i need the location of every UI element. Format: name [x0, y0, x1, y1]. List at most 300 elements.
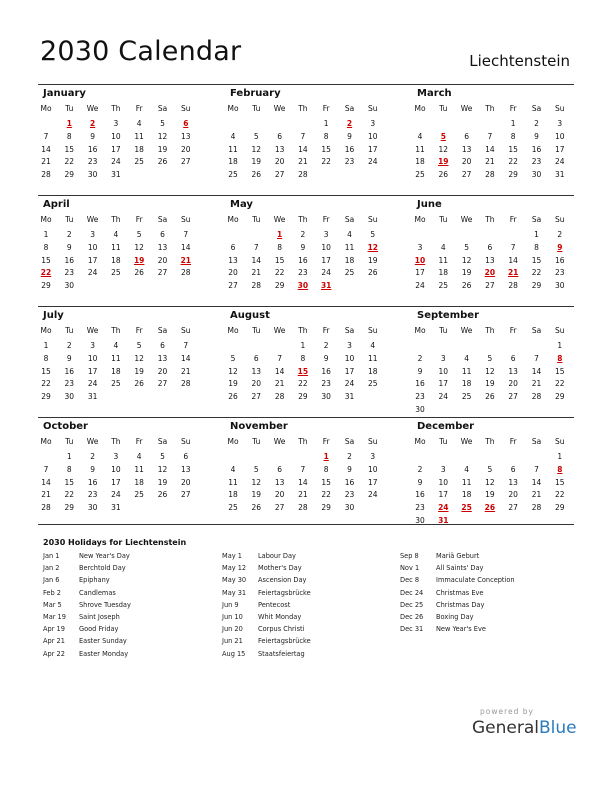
day-cell: 29: [508, 170, 518, 180]
day-cell: 28: [41, 503, 51, 513]
day-cell: 16: [531, 144, 542, 154]
day-cell: 7: [510, 242, 516, 252]
day-cell: 4: [136, 119, 142, 128]
day-cell: 20: [508, 490, 518, 500]
day-cell: 15: [41, 366, 51, 376]
weekday-label: Th: [298, 104, 308, 113]
holiday-date: Dec 31: [400, 625, 424, 634]
holiday-item: [222, 613, 402, 625]
weekday-label: Sa: [531, 437, 542, 446]
weekday-label: Fr: [322, 437, 330, 446]
day-cell: 30: [415, 516, 425, 525]
day-cell: 14: [531, 366, 542, 376]
weekday-label: We: [460, 326, 473, 335]
day-cell: 3: [417, 242, 423, 252]
day-cell: 31: [344, 392, 355, 402]
day-cell: 22: [64, 157, 75, 167]
weekday-label: Fr: [509, 104, 517, 113]
weekday-label: Mo: [227, 215, 239, 224]
day-cell: 11: [344, 242, 355, 252]
day-cell: 28: [181, 268, 191, 278]
holiday-name: Labour Day: [258, 552, 296, 560]
day-cell: 16: [555, 255, 565, 265]
day-cell: 4: [230, 131, 236, 141]
weekday-label: Tu: [65, 326, 74, 335]
holiday-name: Good Friday: [79, 625, 119, 634]
holiday-item: [43, 576, 223, 588]
day-cell: 11: [368, 353, 378, 363]
weekday-label: Th: [111, 326, 121, 335]
day-cell: 30: [415, 405, 425, 414]
day-cell: 11: [461, 477, 472, 487]
day-cell: 10: [368, 464, 378, 474]
day-cell: 21: [41, 157, 51, 167]
holidays-title: 2030 Holidays for Liechtenstein: [43, 538, 187, 547]
weekday-label: Su: [555, 326, 565, 335]
day-cell: 15: [508, 144, 518, 154]
day-cell: 17: [321, 255, 331, 265]
day-cell: 23: [344, 490, 355, 500]
day-cell: 7: [534, 353, 539, 363]
weekday-label: Tu: [65, 437, 74, 446]
day-cell: 20: [228, 268, 238, 278]
day-cell: 6: [487, 242, 493, 252]
day-cell: 6: [253, 353, 259, 363]
month-name: February: [230, 88, 281, 99]
day-cell: 3: [323, 230, 329, 239]
weekday-label: We: [273, 215, 286, 224]
day-cell: 7: [300, 131, 306, 141]
day-cell: 11: [111, 353, 121, 363]
day-cell: 3: [113, 452, 119, 461]
day-cell: 14: [485, 144, 495, 154]
day-cell: 18: [228, 157, 238, 167]
day-cell: 24: [344, 379, 355, 389]
day-cell: 21: [181, 366, 191, 376]
day-cell: 3: [370, 452, 376, 461]
day-cell: 19: [157, 144, 168, 154]
day-cell: 15: [321, 477, 331, 487]
day-cell: 8: [66, 464, 72, 474]
weekday-label: Tu: [252, 104, 261, 113]
day-cell: 12: [438, 144, 449, 154]
day-cell: 20: [274, 157, 285, 167]
month-row: [38, 195, 574, 306]
brand-general: General: [472, 718, 539, 738]
holiday-date: May 12: [222, 564, 247, 573]
generalblue-logo[interactable]: [472, 718, 577, 738]
weekday-label: Su: [368, 326, 378, 335]
day-cell: 6: [277, 464, 282, 474]
day-cell: 5: [370, 230, 376, 239]
brand-blue: Blue: [539, 718, 577, 738]
month-row: [38, 84, 574, 195]
day-cell: 18: [111, 366, 121, 376]
month-name: January: [43, 88, 86, 99]
day-cell: 2: [347, 452, 352, 461]
day-cell: 24: [111, 490, 121, 500]
day-cell: 9: [534, 131, 539, 141]
holiday-column: [400, 552, 580, 637]
holiday-date: Jun 10: [222, 612, 243, 621]
day-cell: 6: [160, 230, 165, 239]
day-cell: 14: [181, 353, 191, 363]
day-cell: 22: [531, 268, 542, 278]
day-cell: 22: [64, 490, 75, 500]
day-cell: 2: [557, 230, 563, 239]
day-cell: 5: [487, 464, 493, 474]
weekday-label: Fr: [322, 215, 330, 224]
holiday-item: [43, 601, 223, 613]
day-cell: 14: [531, 477, 542, 487]
day-cell: 25: [111, 268, 121, 278]
weekday-label: Mo: [40, 326, 52, 335]
day-cell: 28: [485, 170, 495, 180]
day-cell: 9: [347, 131, 352, 141]
day-cell: 11: [438, 255, 449, 265]
day-cell: 16: [344, 144, 355, 154]
day-cell: 24: [87, 379, 98, 389]
day-cell: 7: [183, 341, 189, 350]
day-cell: 27: [508, 392, 518, 402]
month-name: December: [417, 421, 475, 432]
day-cell: 17: [415, 268, 425, 278]
day-cell: 18: [415, 157, 425, 167]
weekday-label: Mo: [227, 326, 239, 335]
holiday-item: [400, 564, 580, 576]
holiday-date: Apr 19: [43, 625, 65, 634]
day-cell: 26: [485, 392, 495, 402]
day-cell: 16: [344, 477, 355, 487]
month-name: November: [230, 421, 288, 432]
holiday-day: 26: [484, 503, 496, 513]
day-cell: 1: [323, 119, 329, 128]
day-cell: 13: [508, 477, 518, 487]
day-cell: 5: [230, 353, 236, 363]
day-cell: 29: [274, 281, 285, 291]
day-cell: 4: [113, 341, 119, 350]
holiday-name: All Saints' Day: [436, 564, 484, 573]
day-cell: 8: [43, 353, 49, 363]
day-cell: 5: [253, 464, 259, 474]
day-cell: 22: [274, 268, 285, 278]
weekday-label: Sa: [344, 215, 355, 224]
day-cell: 26: [438, 170, 449, 180]
holiday-name: Ascension Day: [258, 576, 307, 585]
weekday-label: We: [460, 437, 473, 446]
day-cell: 29: [64, 503, 75, 513]
day-cell: 11: [134, 464, 144, 474]
holiday-item: [222, 564, 402, 576]
day-cell: 23: [87, 157, 98, 167]
day-cell: 14: [181, 242, 191, 252]
holiday-date: Dec 25: [400, 600, 424, 609]
day-cell: 27: [181, 490, 191, 500]
weekday-label: Mo: [414, 437, 426, 446]
day-cell: 30: [64, 281, 75, 291]
day-cell: 3: [347, 341, 352, 350]
day-cell: 28: [298, 503, 308, 513]
holiday-name: Epiphany: [79, 576, 110, 585]
holiday-item: [400, 613, 580, 625]
day-cell: 12: [251, 477, 262, 487]
day-cell: 8: [323, 131, 329, 141]
holiday-name: Berchtold Day: [79, 564, 126, 573]
day-cell: 15: [64, 144, 75, 154]
weekday-label: Sa: [157, 326, 168, 335]
day-cell: 13: [181, 131, 191, 141]
weekday-label: Mo: [414, 326, 426, 335]
holiday-name: Boxing Day: [436, 612, 474, 621]
weekday-label: Fr: [135, 437, 143, 446]
day-cell: 17: [555, 144, 565, 154]
holiday-item: [400, 552, 580, 564]
day-cell: 19: [157, 477, 168, 487]
holiday-item: [222, 589, 402, 601]
weekday-label: Sa: [157, 104, 168, 113]
day-cell: 9: [90, 131, 95, 141]
weekday-label: We: [273, 326, 286, 335]
day-cell: 2: [417, 464, 423, 474]
day-cell: 5: [464, 242, 469, 252]
holiday-date: Apr 21: [43, 637, 65, 646]
day-cell: 30: [87, 503, 98, 513]
day-cell: 18: [134, 477, 144, 487]
weekday-label: Su: [368, 215, 378, 224]
holiday-name: Saint Joseph: [79, 612, 120, 621]
day-cell: 4: [113, 230, 119, 239]
day-cell: 6: [277, 131, 282, 141]
weekday-label: Fr: [322, 104, 330, 113]
weekday-label: Mo: [414, 215, 426, 224]
weekday-label: Tu: [439, 215, 448, 224]
day-cell: 9: [300, 242, 306, 252]
day-cell: 12: [157, 464, 168, 474]
weekday-label: Th: [111, 104, 121, 113]
holiday-date: Jan 2: [43, 564, 60, 573]
day-cell: 23: [321, 379, 331, 389]
day-cell: 24: [438, 392, 449, 402]
day-cell: 24: [368, 490, 378, 500]
day-cell: 17: [111, 477, 121, 487]
day-cell: 11: [461, 366, 472, 376]
day-cell: 27: [508, 503, 518, 513]
weekday-label: Su: [181, 215, 191, 224]
day-cell: 6: [230, 242, 236, 252]
weekday-label: Tu: [65, 215, 74, 224]
weekday-label: We: [460, 215, 473, 224]
day-cell: 3: [440, 464, 446, 474]
weekday-label: Tu: [252, 437, 261, 446]
holiday-date: Jun 20: [222, 625, 243, 634]
day-cell: 30: [555, 281, 565, 291]
day-cell: 26: [368, 268, 378, 278]
weekday-label: Tu: [65, 104, 74, 113]
day-cell: 2: [90, 452, 95, 461]
holiday-day: 31: [320, 281, 332, 291]
holiday-item: [43, 650, 223, 662]
day-cell: 29: [298, 392, 308, 402]
day-cell: 18: [111, 255, 121, 265]
day-cell: 7: [487, 131, 493, 141]
holiday-item: [43, 589, 223, 601]
month-name: October: [43, 421, 88, 432]
day-cell: 25: [134, 490, 144, 500]
weekday-label: We: [86, 215, 99, 224]
weekday-label: We: [460, 104, 473, 113]
day-cell: 22: [555, 490, 565, 500]
weekday-label: Sa: [157, 215, 168, 224]
day-cell: 10: [555, 131, 565, 141]
weekday-label: Tu: [439, 104, 448, 113]
holiday-day: 31: [438, 516, 449, 525]
weekday-label: Fr: [509, 326, 517, 335]
day-cell: 3: [370, 119, 376, 128]
day-cell: 14: [41, 144, 51, 154]
day-cell: 21: [485, 157, 495, 167]
holiday-date: May 31: [222, 588, 247, 597]
day-cell: 21: [531, 490, 542, 500]
day-cell: 12: [134, 242, 144, 252]
weekday-label: Sa: [157, 437, 168, 446]
holiday-item: [222, 625, 402, 637]
holiday-date: Nov 1: [400, 564, 420, 573]
day-cell: 10: [87, 353, 98, 363]
day-cell: 20: [157, 366, 168, 376]
day-cell: 9: [417, 366, 423, 376]
day-cell: 10: [438, 477, 449, 487]
holiday-column: [222, 552, 402, 662]
day-cell: 20: [251, 379, 262, 389]
day-cell: 16: [298, 255, 308, 265]
holiday-name: Immaculate Conception: [436, 576, 515, 585]
day-cell: 10: [111, 464, 121, 474]
day-cell: 2: [66, 341, 72, 350]
month-name: May: [230, 199, 253, 210]
day-cell: 16: [415, 490, 425, 500]
day-cell: 15: [555, 477, 565, 487]
day-cell: 9: [66, 353, 72, 363]
day-cell: 14: [508, 255, 518, 265]
day-cell: 27: [181, 157, 191, 167]
day-cell: 24: [555, 157, 565, 167]
day-cell: 1: [43, 341, 49, 350]
day-cell: 20: [274, 490, 285, 500]
holiday-day: 25: [461, 503, 472, 513]
day-cell: 25: [228, 503, 238, 513]
country-name: Liechtenstein: [469, 52, 570, 70]
weekday-label: We: [273, 437, 286, 446]
day-cell: 26: [157, 157, 168, 167]
weekday-label: Su: [555, 104, 565, 113]
holiday-date: Feb 2: [43, 588, 61, 597]
day-cell: 16: [415, 379, 425, 389]
day-cell: 14: [251, 255, 262, 265]
weekday-label: Th: [485, 104, 495, 113]
month-name: March: [417, 88, 452, 99]
day-cell: 2: [417, 353, 423, 363]
weekday-label: Fr: [135, 326, 143, 335]
day-cell: 5: [160, 119, 165, 128]
day-cell: 16: [64, 366, 75, 376]
holiday-name: Feiertagsbrücke: [258, 588, 311, 597]
day-cell: 23: [415, 503, 425, 513]
weekday-label: We: [86, 326, 99, 335]
day-cell: 16: [64, 255, 75, 265]
day-cell: 29: [64, 170, 75, 180]
day-cell: 8: [323, 464, 329, 474]
weekday-label: Mo: [414, 104, 426, 113]
holiday-day: 10: [414, 255, 426, 265]
weekday-label: Th: [485, 215, 495, 224]
day-cell: 8: [300, 353, 306, 363]
day-cell: 19: [368, 255, 378, 265]
weekday-label: Th: [298, 326, 308, 335]
day-cell: 25: [368, 379, 378, 389]
day-cell: 5: [487, 353, 493, 363]
day-cell: 18: [344, 255, 355, 265]
day-cell: 27: [485, 281, 495, 291]
day-cell: 20: [181, 144, 191, 154]
day-cell: 1: [557, 452, 563, 461]
day-cell: 25: [415, 170, 425, 180]
day-cell: 19: [251, 157, 262, 167]
day-cell: 13: [274, 144, 285, 154]
day-cell: 13: [157, 242, 168, 252]
day-cell: 24: [368, 157, 378, 167]
holiday-name: Christmas Eve: [436, 588, 484, 597]
holiday-item: [400, 589, 580, 601]
day-cell: 12: [134, 353, 144, 363]
day-cell: 22: [508, 157, 518, 167]
day-cell: 8: [43, 242, 49, 252]
day-cell: 21: [41, 490, 51, 500]
day-cell: 18: [368, 366, 378, 376]
day-cell: 18: [461, 490, 472, 500]
holiday-name: Pentecost: [258, 600, 291, 609]
day-cell: 7: [183, 230, 189, 239]
day-cell: 7: [534, 464, 539, 474]
day-cell: 1: [300, 341, 306, 350]
day-cell: 31: [87, 392, 98, 402]
day-cell: 20: [181, 477, 191, 487]
day-cell: 26: [134, 379, 144, 389]
day-cell: 29: [321, 503, 331, 513]
holiday-column: [43, 552, 223, 662]
holiday-date: May 30: [222, 576, 247, 585]
day-cell: 3: [113, 119, 119, 128]
holiday-item: [43, 613, 223, 625]
day-cell: 31: [111, 170, 121, 180]
weekday-label: Fr: [135, 104, 143, 113]
holiday-day: 8: [557, 464, 563, 474]
weekday-label: Mo: [40, 104, 52, 113]
day-cell: 17: [438, 379, 449, 389]
day-cell: 31: [555, 170, 565, 180]
holiday-name: Mariä Geburt: [436, 552, 480, 560]
weekday-label: Fr: [135, 215, 143, 224]
day-cell: 7: [253, 242, 259, 252]
weekday-label: Su: [181, 437, 191, 446]
holiday-date: Aug 15: [222, 649, 246, 658]
holiday-day: 1: [276, 230, 283, 239]
day-cell: 30: [321, 392, 331, 402]
day-cell: 10: [438, 366, 449, 376]
day-cell: 30: [344, 503, 355, 513]
holiday-item: [43, 625, 223, 637]
day-cell: 17: [438, 490, 449, 500]
weekday-label: Th: [485, 326, 495, 335]
